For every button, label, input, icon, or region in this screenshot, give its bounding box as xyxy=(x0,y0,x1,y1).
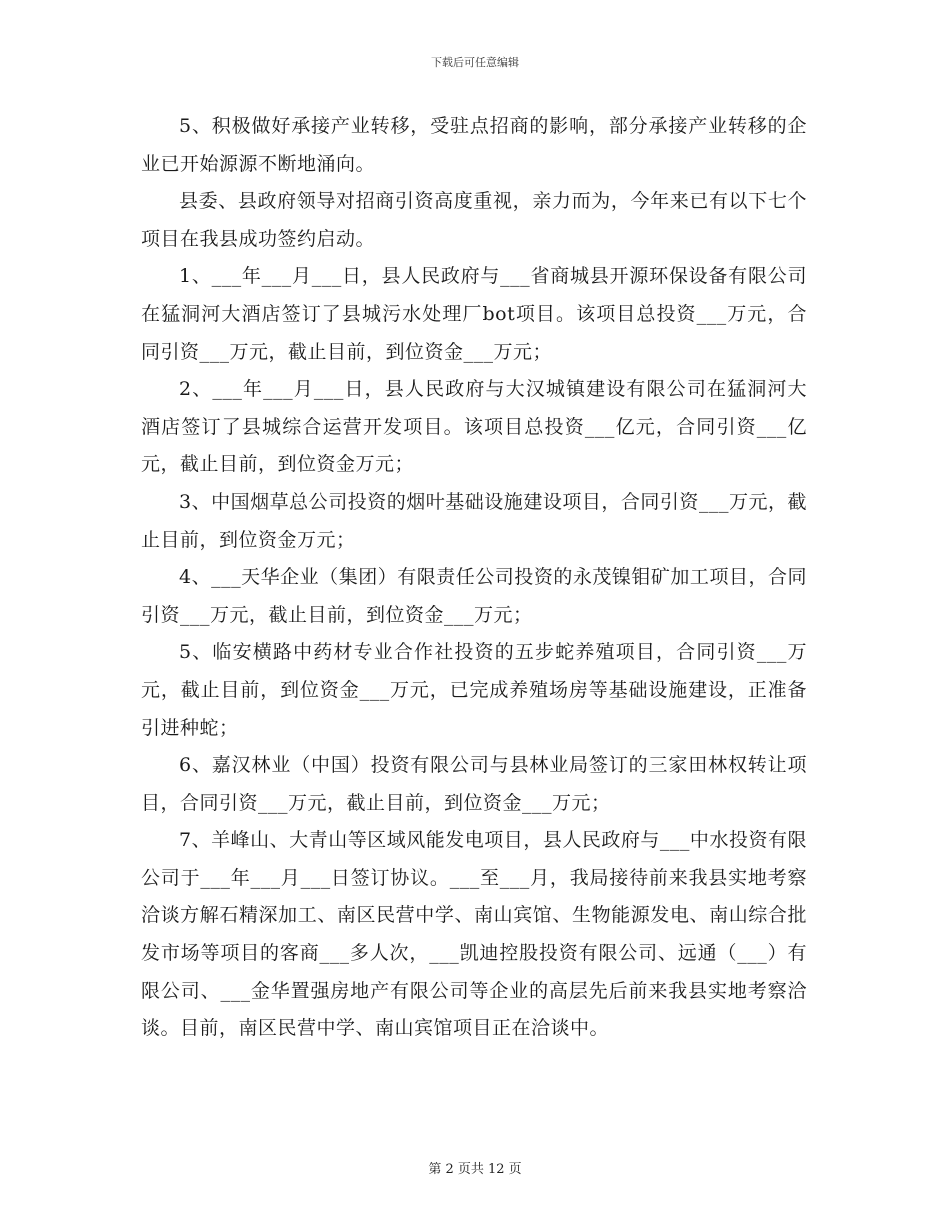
page-number-footer: 第 2 页共 12 页 xyxy=(428,1162,522,1177)
paragraph-1: 5、积极做好承接产业转移，受驻点招商的影响，部分承接产业转移的企业已开始源源不断地涌向。 xyxy=(141,115,807,175)
document-body xyxy=(141,108,807,1048)
paragraph-5: 3、中国烟草总公司投资的烟叶基础设施建设项目，合同引资___万元，截止目前，到位资金万元； xyxy=(141,490,807,551)
paragraph-4: 2、___年___月___日，县人民政府与大汉城镇建设有限公司在猛洞河大酒店签订了县城综合运营开发项目。该项目总投资___亿元，合同引资___亿元，截止目前，到位资金万元； xyxy=(141,378,807,476)
paragraph-6: 4、___天华企业（集团）有限责任公司投资的永茂镍钼矿加工项目，合同引资___万元，截止目前，到位资金___万元； xyxy=(141,566,807,626)
paragraph-7: 5、临安横路中药材专业合作社投资的五步蛇养殖项目，合同引资___万元，截止目前，到位资金___万元，已完成养殖场房等基础设施建设，正准备引进种蛇； xyxy=(141,641,807,739)
paragraph-3: 1、___年___月___日，县人民政府与___省商城县开源环保设备有限公司在猛洞河大酒店签订了县城污水处理厂bot项目。该项目总投资___万元，合同引资___万元，截止目前，到位资金___万元； xyxy=(141,265,807,363)
page-header-note: 下载后可任意编辑 xyxy=(431,56,519,69)
paragraph-8: 6、嘉汉林业（中国）投资有限公司与县林业局签订的三家田林权转让项目，合同引资___万元，截止目前，到位资金___万元； xyxy=(141,754,807,814)
paragraph-2: 县委、县政府领导对招商引资高度重视，亲力而为，今年来已有以下七个项目在我县成功签约启动。 xyxy=(141,190,807,250)
paragraph-9: 7、羊峰山、大青山等区域风能发电项目，县人民政府与___中水投资有限公司于___年___月___日签订协议。___至___月，我局接待前来我县实地考察洽谈方解石精深加工、南区民营中学、南山宾馆、生物能源发电、南山综合批发市场等项目的客商___多人次，___凯迪控股投资有限公司、远通（___）有限公司、___金华置强房地产有限公司等企业的高层先后前来我县实地考察洽谈。目前，南区民营中学、南山宾馆项目正在洽谈中。 xyxy=(141,829,807,1040)
